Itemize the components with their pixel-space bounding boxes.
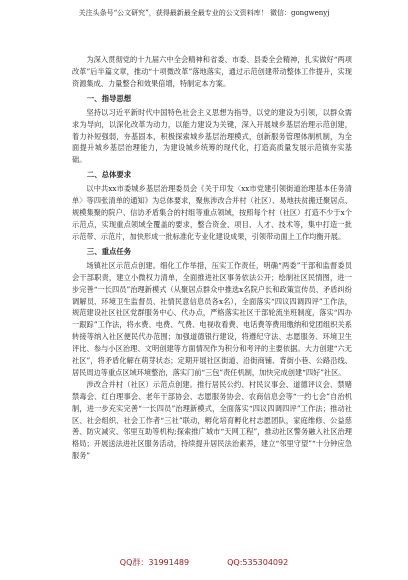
section-heading-key-tasks: 三、重点任务: [86, 246, 132, 256]
key-tasks-paragraph-town-community: 场镇社区示范点创建。细化工作举措，压实工作责任，明确“两委”干部和监督委员会干部职责，建立小微权力清单，全面推进社区事务依法公开；绘制社区民情图，进一步完善“一长四员”治理新模式（从聚居点群众中推选x名院户长和政策宣传员、矛盾纠纷调解员、环境卫生监督员、社情民意信息员各x名），全面落实“四议四调四评”工作法，规范建设社区社区党群服务中心、代办点，严格落实社区干部轮流坐班制度，落实“四办一跟踪”工作法，将水费、电费、气费、电视收看费、电话费等费用缴纳和党团组织关系转接等纳入社区便民代办范围；加强道德银行建设，将遵纪守法、志愿服务、环境卫生评比、参与小区治理、文明创建等方面情况作为积分和考评的主要依据。大力创建“六无社区”，将矛盾化解在萌芽状态；定期开展社区街道、沿街商铺、背街小巷、公路沿线、居民周边等重点区域环境整治，落实门前“三包”责任机制，加快完成创建“四好”社区。: [72, 260, 352, 377]
key-tasks-paragraph-merged-village: 涉改合并村（社区）示范点创建。推行居民公约、村民议事会、道德评议会、禁赌禁毒会、红白理事会、老年干部协会、志愿服务协会、农商信息会等“一约七会”自治机制，进一步充实完善“一长四员”治理新模式，全面落实“四议四调四评”工作法；推动社区、社会组织、社会工作者“三社”联动，孵化培育孵化村志愿团队，家庭维修、公益慈善、防灾减灾、邻里互助等机构;探索推广城市“天网工程”，推动社区警务融入社区治理格局；开展送法进社区服务活动，持续提升居民法治素养，建立“邻里守望”“十分钟应急服务”: [72, 379, 352, 461]
document-body: [72, 54, 352, 462]
overall-requirements-paragraph: 以中共xx市委城乡基层治理委员会《关于印发〈xx市党建引领街道治理基本任务清单〉等四张清单的通知》为总体要求，聚焦涉改合并村（社区）、易地扶贫搬迁聚居点、规模集聚的院户、信访矛盾集合的村组等重点领域，按照每个村（社区）打造不少于x个示范点，实现重点领域全覆盖的要求，整合资金、项目、人才、技术等，集中打造一批示范带、示范片，加快形成一批标准化专业化建设成果，引领带动面上工作均衡开展。: [72, 184, 352, 241]
section-heading-overall-requirements: 二、总体要求: [86, 170, 132, 180]
guiding-ideology-paragraph: 坚持以习近平新时代中国特色社会主义思想为指导，以党的建设为引领，以群众需求为导向，以深化改革为动力，以能力建设为关键，深入开展城乡基层治理示范创建，着力补短强弱，夯基固本，积极探索城乡基层治理模式，创新服务管理体制机制，为全面提升城乡基层治理能力，为建设城乡统筹的现代化，打造高质量发展示范镇夯实基础。: [72, 107, 352, 165]
qq-number-text: QQ:535304092: [227, 558, 289, 567]
promo-banner: 关注头条号“公文研究”，获得最新最全最专业的公文资料库！ 微信：gongwenyj: [78, 9, 330, 17]
section-heading-guiding-ideology: 一、指导思想: [86, 93, 132, 103]
intro-paragraph: 为深入贯彻党的十九届六中全会精神和省委、市委、县委全会精神，扎实做好“两项改革”后半篇文章，推动“十项微改革”落地落实，通过示范创建带动整体工作提升，实现资源集成、力量整合和效果倍增，特制定本方案。: [72, 55, 352, 88]
contact-footer: [0, 557, 408, 568]
qq-group-text: QQ群：31991489: [119, 558, 190, 567]
